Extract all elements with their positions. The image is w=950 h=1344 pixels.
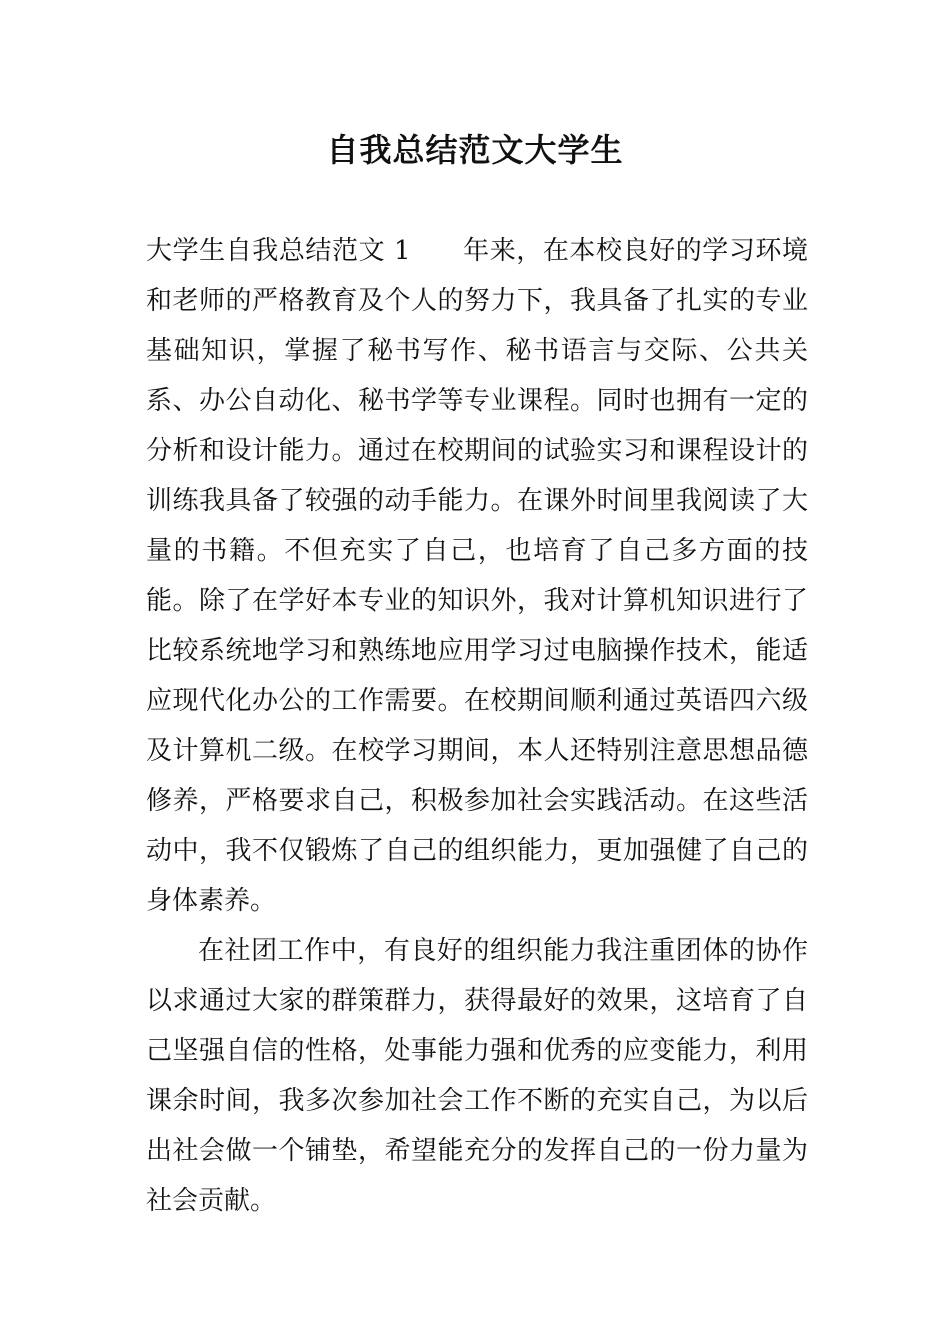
document-title: 自我总结范文大学生	[326, 131, 624, 169]
paragraph-2: 在社团工作中，有良好的组织能力我注重团体的协作以求通过大家的群策群力，获得最好的效果，这培育了自己坚强自信的性格，处事能力强和优秀的应变能力，利用课余时间，我多次参加社会工作不断的充实自己，为以后出社会做一个铺垫，希望能充分的发挥自己的一份力量为社会贡献。	[146, 936, 808, 1216]
paragraph-1	[146, 226, 808, 926]
paragraph-1-text: 年来，在本校良好的学习环境和老师的严格教育及个人的努力下，我具备了扎实的专业基础知识，掌握了秘书写作、秘书语言与交际、公共关系、办公自动化、秘书学等专业课程。同时也拥有一定的分析和设计能力。通过在校期间的试验实习和课程设计的训练我具备了较强的动手能力。在课外时间里我阅读了大量的书籍。不但充实了自己，也培育了自己多方面的技能。除了在学好本专业的知识外，我对计算机知识进行了比较系统地学习和熟练地应用学习过电脑操作技术，能适应现代化办公的工作需要。在校期间顺利通过英语四六级及计算机二级。在校学习期间，本人还特别注意思想品德修养，严格要求自己，积极参加社会实践活动。在这些活动中，我不仅锻炼了自己的组织能力，更加强健了自己的身体素养。	[146, 236, 808, 916]
document-body	[146, 226, 808, 1226]
paragraph-1-lead: 大学生自我总结范文 1	[146, 236, 411, 266]
